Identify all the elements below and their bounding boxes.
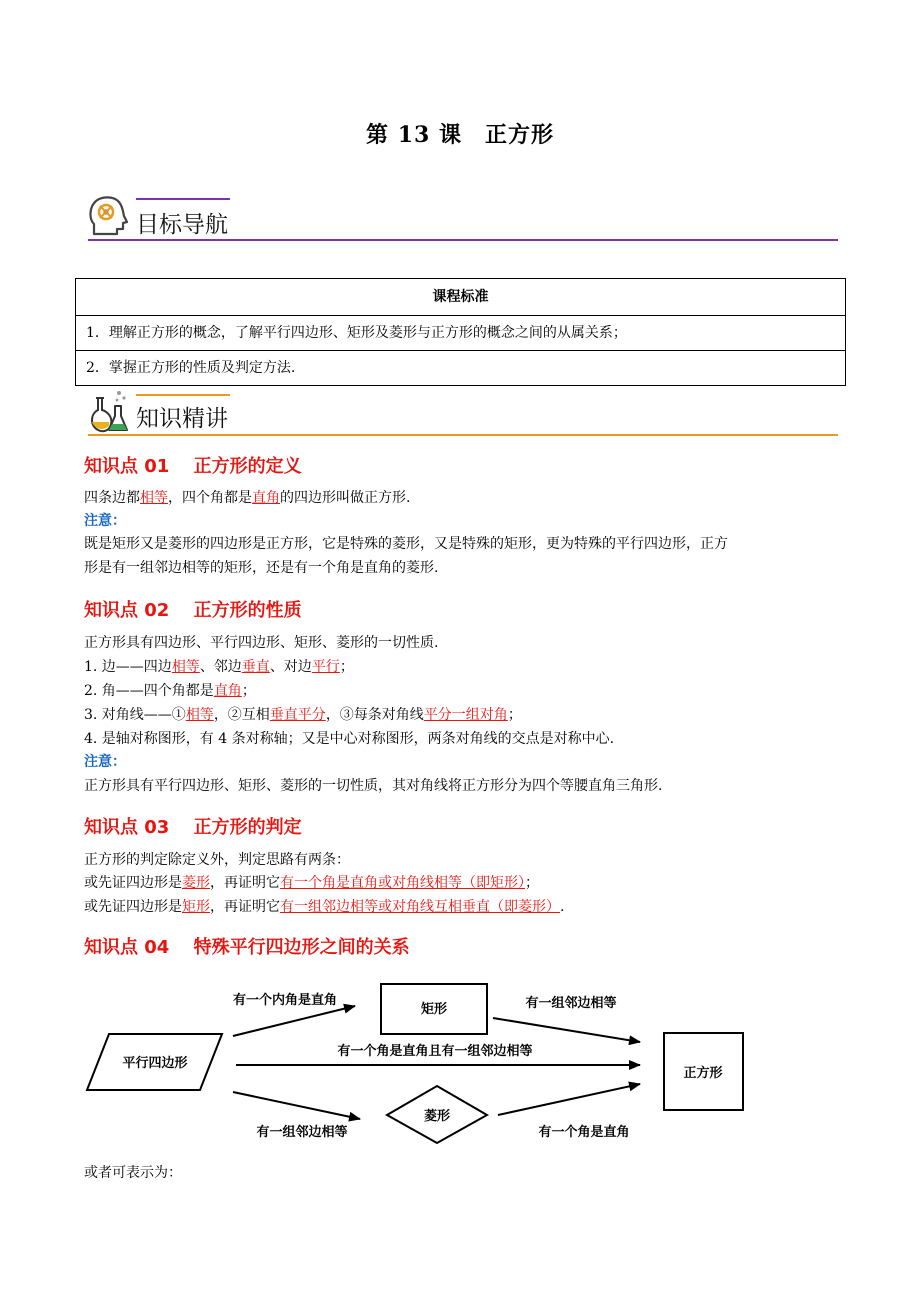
kp2-line-4: 4. 是轴对称图形，有 4 条对称轴；又是中心对称图形，两条对角线的交点是对称中心.: [84, 731, 615, 747]
text: ；: [525, 875, 539, 891]
kp1-note-line-1: 既是矩形又是菱形的四边形是正方形，它是特殊的菱形，又是特殊的矩形，更为特殊的平行四边形，正方: [84, 536, 728, 552]
text: 的四边形叫做正方形.: [280, 490, 411, 506]
text: 3. 对角线——①: [84, 707, 186, 723]
text: .: [560, 899, 565, 915]
section-header-knowledge: [88, 384, 838, 446]
kp1-note-label: 注意：: [84, 513, 126, 529]
text: ，再证明它: [210, 875, 280, 891]
key-term: 有一组邻边相等或对角线互相垂直（即菱形）: [280, 899, 560, 915]
key-term: 矩形: [182, 899, 210, 915]
arrow-para-to-rhombus: [233, 1092, 360, 1119]
text: ；: [241, 683, 256, 699]
label-arrow-rect-square: 有一组邻边相等: [525, 996, 617, 1011]
kp3-line-2: [84, 896, 844, 919]
flask-icon: [88, 388, 130, 436]
kp2-line-2: [84, 680, 844, 703]
kp2-heading: 知识点 02 正方形的性质: [84, 600, 302, 621]
course-standards-table: [75, 278, 846, 386]
label-rectangle: 矩形: [420, 1002, 448, 1017]
text: ；: [507, 707, 522, 723]
key-term: 菱形: [182, 875, 210, 891]
label-arrow-para-square: 有一个角是直角且有一组邻边相等: [337, 1044, 533, 1059]
key-term: 有一个角是直角或对角线相等（即矩形）: [280, 875, 525, 891]
text: 1. 边——四边: [84, 659, 172, 675]
label-rhombus: 菱形: [423, 1109, 451, 1124]
label-arrow-para-rect: 有一个内角是直角: [232, 993, 338, 1008]
label-arrow-para-rhombus: 有一组邻边相等: [256, 1125, 348, 1140]
text: ，②互相: [213, 707, 270, 723]
text: 或先证四边形是: [84, 875, 182, 891]
section-title: 目标导航: [136, 212, 228, 238]
kp2-intro: 正方形具有四边形、平行四边形、矩形、菱形的一切性质.: [84, 635, 439, 651]
kp3-heading: 知识点 03 正方形的判定: [84, 817, 302, 838]
kp4-heading: 知识点 04 特殊平行四边形之间的关系: [84, 937, 410, 958]
text: ，③每条对角线: [325, 707, 424, 723]
page-title: 第 13 课 正方形: [366, 122, 554, 148]
label-arrow-rhombus-square: 有一个角是直角: [538, 1125, 630, 1140]
kp3-line-1: [84, 872, 844, 895]
kp1-note-line-2: 形是有一组邻边相等的矩形，还是有一个角是直角的菱形.: [84, 560, 439, 576]
head-gear-icon: [88, 194, 128, 240]
quadrilateral-relationship-diagram: [0, 960, 920, 1160]
standard-item-2: 2．掌握正方形的性质及判定方法.: [76, 350, 845, 385]
text: ，再证明它: [210, 899, 280, 915]
header-underline: [88, 434, 838, 436]
section-header-goals: [88, 188, 838, 250]
text: ；: [339, 659, 354, 675]
standard-item-1: 1．理解正方形的概念，了解平行四边形、矩形及菱形与正方形的概念之间的从属关系；: [76, 315, 845, 350]
kp2-note-label: 注意：: [84, 754, 126, 770]
text: ，四个角都是: [168, 490, 252, 506]
header-underline: [88, 239, 838, 241]
text: 、邻边: [199, 659, 242, 675]
kp1-definition: [84, 487, 844, 510]
table-header: 课程标准: [432, 289, 489, 305]
text: 或先证四边形是: [84, 899, 182, 915]
arrow-rectangle-to-square: [493, 1018, 640, 1042]
kp1-heading: 知识点 01 正方形的定义: [84, 456, 302, 477]
kp2-line-3: [84, 704, 844, 727]
header-accent-line: [136, 394, 230, 396]
text: 四条边都: [84, 490, 140, 506]
header-accent-line: [136, 198, 230, 200]
text: 、对边: [269, 659, 312, 675]
kp2-line-1: [84, 656, 844, 679]
section-title: 知识精讲: [136, 406, 228, 432]
key-term: 平分一组对角: [423, 707, 508, 723]
key-term: 相等: [140, 490, 168, 506]
kp4-after-text: 或者可表示为：: [84, 1165, 182, 1181]
key-term: 平行: [311, 659, 340, 675]
key-term: 垂直: [241, 659, 270, 675]
label-square: 正方形: [683, 1066, 723, 1081]
key-term: 相等: [185, 707, 214, 723]
kp3-intro: 正方形的判定除定义外，判定思路有两条：: [84, 852, 350, 868]
key-term: 相等: [171, 659, 200, 675]
key-term: 直角: [213, 683, 242, 699]
key-term: 直角: [252, 490, 280, 506]
kp2-note: 正方形具有平行四边形、矩形、菱形的一切性质，其对角线将正方形分为四个等腰直角三角形.: [84, 778, 663, 794]
key-term: 垂直平分: [269, 707, 326, 723]
text: 2. 角——四个角都是: [84, 683, 214, 699]
arrow-rhombus-to-square: [498, 1084, 640, 1115]
label-parallelogram: 平行四边形: [122, 1056, 188, 1071]
arrow-para-to-rectangle: [233, 1006, 355, 1036]
